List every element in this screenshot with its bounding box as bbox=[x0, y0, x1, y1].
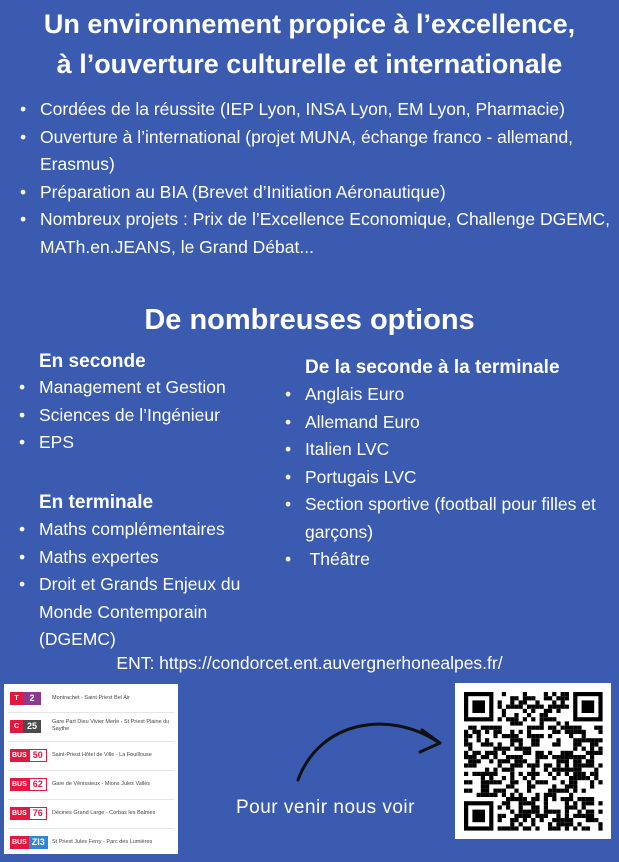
transport-row bbox=[4, 714, 178, 738]
title-line-2: à l’ouverture culturelle et internationale bbox=[56, 49, 563, 79]
line-route: Décines Grand Large - Corbas les Balmes bbox=[52, 809, 156, 816]
transport-row bbox=[4, 743, 178, 767]
mode-label: BUS bbox=[10, 778, 29, 791]
options-title: De nombreuses options bbox=[144, 304, 475, 336]
divider bbox=[8, 799, 174, 800]
divider bbox=[8, 828, 174, 829]
transport-row bbox=[4, 772, 178, 796]
list-item: • Théâtre bbox=[305, 546, 617, 574]
list-item: • Italien LVC bbox=[305, 436, 617, 464]
list-item: • Maths expertes bbox=[39, 544, 284, 572]
list-item: • Section sportive (football pour filles et garçons) bbox=[305, 491, 617, 546]
line-badge bbox=[10, 692, 48, 705]
line-route: Montrachet - Saint Priest Bel Air bbox=[52, 694, 130, 701]
list-item: • Nombreux projets : Prix de l’Excellence Economique, Challenge DGEMC, MATh.en.JEANS, le Grand Débat... bbox=[40, 206, 615, 261]
list-item: • Maths complémentaires bbox=[39, 516, 284, 544]
line-number: 76 bbox=[29, 807, 47, 820]
list-item: • Allemand Euro bbox=[305, 409, 617, 437]
seconde-list bbox=[39, 374, 289, 457]
visit-us-text: Pour venir nous voir bbox=[236, 797, 415, 818]
line-number: 62 bbox=[29, 778, 47, 791]
terminale-heading: En terminale bbox=[39, 492, 154, 513]
transport-row bbox=[4, 801, 178, 825]
transport-lines-panel bbox=[4, 684, 178, 854]
line-route: Saint-Priest Hôtel de Ville - La Fouillouse bbox=[52, 751, 152, 758]
line-number: ZI3 bbox=[29, 836, 48, 849]
list-item: • Portugais LVC bbox=[305, 464, 617, 492]
line-route: Gare de Vénissieux - Mions Jules Vallès bbox=[52, 780, 151, 787]
mode-label: T bbox=[10, 692, 23, 705]
line-route: St Priest Jules Ferry - Parc des Lumières bbox=[52, 838, 153, 845]
line-badge bbox=[10, 836, 48, 849]
divider bbox=[8, 741, 174, 742]
seconde-terminale-list bbox=[305, 381, 617, 574]
line-number: 50 bbox=[29, 749, 47, 762]
mode-label: BUS bbox=[10, 836, 29, 849]
qr-code-icon[interactable] bbox=[455, 683, 611, 839]
line-badge bbox=[10, 807, 48, 820]
divider bbox=[8, 712, 174, 713]
list-item: • Préparation au BIA (Brevet d’Initiation Aéronautique) bbox=[40, 179, 615, 207]
line-badge bbox=[10, 749, 48, 762]
line-number: 25 bbox=[23, 720, 41, 733]
title-line-1: Un environnement propice à l’excellence, bbox=[43, 9, 576, 39]
transport-row bbox=[4, 830, 178, 854]
list-item: • Sciences de l’Ingénieur bbox=[39, 402, 289, 430]
line-route: Gare Part Dieu Vivier Merle - St Priest Plaine du Saythe bbox=[52, 719, 170, 732]
line-badge bbox=[10, 720, 48, 733]
line-badge bbox=[10, 778, 48, 791]
ent-link[interactable]: ENT: https://condorcet.ent.auvergnerhonealpes.fr/ bbox=[116, 653, 503, 673]
divider bbox=[8, 770, 174, 771]
list-item: • EPS bbox=[39, 429, 289, 457]
mode-label: BUS bbox=[10, 807, 29, 820]
mode-label: C bbox=[10, 720, 23, 733]
line-number: 2 bbox=[23, 692, 41, 705]
list-item: • Management et Gestion bbox=[39, 374, 289, 402]
list-item: • Droit et Grands Enjeux du Monde Contemporain (DGEMC) bbox=[39, 571, 284, 654]
curved-arrow-icon bbox=[290, 700, 450, 790]
mode-label: BUS bbox=[10, 749, 29, 762]
list-item: • Anglais Euro bbox=[305, 381, 617, 409]
list-item: • Cordées de la réussite (IEP Lyon, INSA Lyon, EM Lyon, Pharmacie) bbox=[40, 96, 615, 124]
seconde-heading: En seconde bbox=[39, 351, 146, 372]
highlights-list bbox=[40, 96, 615, 261]
terminale-list bbox=[39, 516, 284, 654]
page-title bbox=[0, 4, 619, 84]
transport-row bbox=[4, 686, 178, 710]
list-item: • Ouverture à l’international (projet MUNA, échange franco - allemand, Erasmus) bbox=[40, 124, 615, 179]
seconde-terminale-heading: De la seconde à la terminale bbox=[305, 357, 560, 378]
